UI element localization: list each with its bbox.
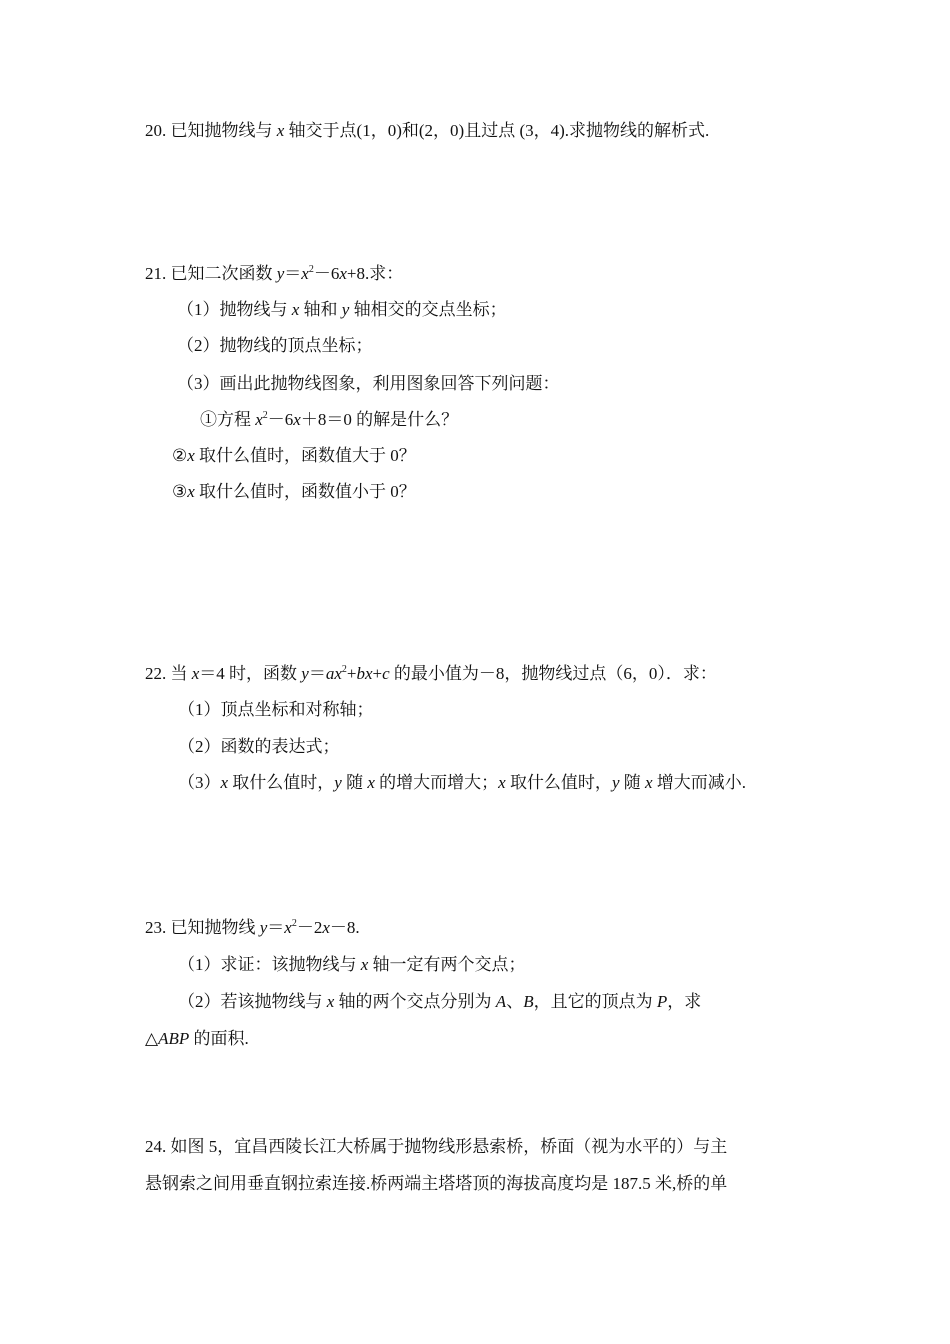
question-line: （1）抛物线与 x 轴和 y 轴相交的交点坐标； [177, 300, 507, 319]
question-line: △ABP 的面积. [145, 1029, 249, 1048]
question-line: （1）顶点坐标和对称轴； [178, 700, 374, 719]
question-line: ①方程 $x^2-6x+8=0$ 的解是什么？ [200, 410, 459, 429]
question-stem: 22. 当 x＝4 时，函数 $y=ax^2+bx+c$ 的最小值为－8，抛物线过点（6，0）．求： [145, 664, 717, 683]
question-line: （1）求证：该抛物线与 x 轴一定有两个交点； [178, 955, 526, 974]
question-line: 悬钢索之间用垂直钢拉索连接.桥两端主塔塔顶的海拔高度均是 187.5 米,桥的单 [145, 1174, 728, 1193]
question-line: （3）画出此抛物线图象，利用图象回答下列问题： [177, 374, 560, 393]
question-stem: 24. 如图 5，宜昌西陵长江大桥属于抛物线形悬索桥，桥面（视为水平的）与主 [145, 1137, 728, 1156]
question-line: ②x 取什么值时，函数值大于 0？ [172, 446, 416, 465]
question-stem: 20. 已知抛物线与 x 轴交于点(1，0)和(2，0)且过点 (3，4).求抛物线的解析式. [145, 121, 710, 140]
question-stem: 23. 已知抛物线 $y=x^2-2x-8$. [145, 918, 360, 937]
question-line: （3）x 取什么值时，y 随 x 的增大而增大；x 取什么值时，y 随 x 增大而减小. [178, 773, 747, 792]
question-line: （2）若该抛物线与 x 轴的两个交点分别为 A、B，且它的顶点为 P，求 [178, 992, 702, 1011]
question-line: （2）抛物线的顶点坐标； [177, 336, 373, 355]
question-line: （2）函数的表达式； [178, 737, 340, 756]
question-stem: 21. 已知二次函数 $y=x^2-6x+8$.求： [145, 264, 404, 283]
question-line: ③x 取什么值时，函数值小于 0？ [172, 482, 416, 501]
